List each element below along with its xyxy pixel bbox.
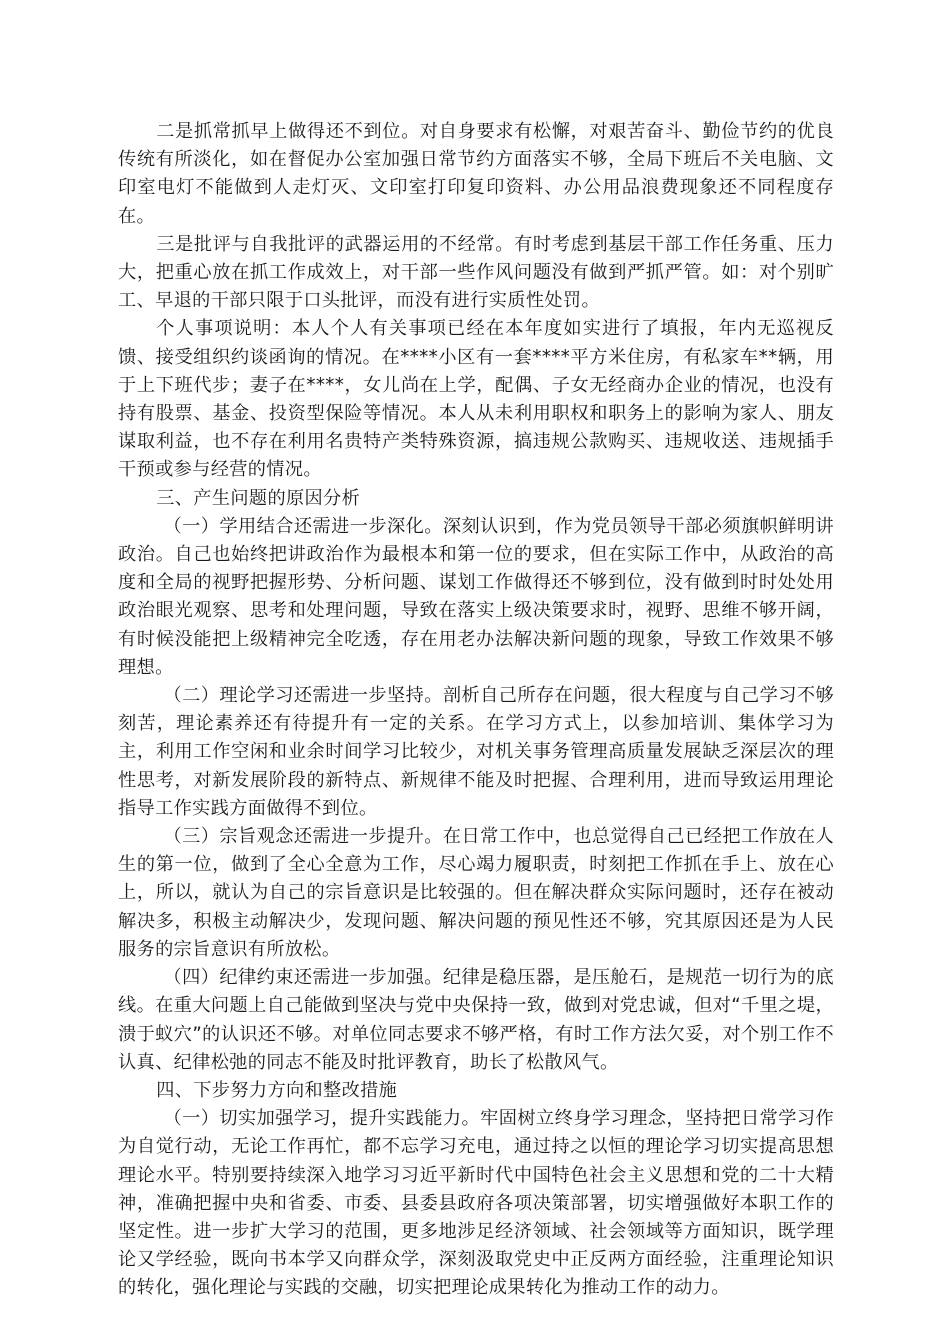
paragraph-criticism: 三是批评与自我批评的武器运用的不经常。有时考虑到基层干部工作任务重、压力大，把重心放在抓工作成效上，对干部一些作风问题没有做到严抓严管。如：对个别旷工、早退的干部只限于口头批评，而没有进行实质性处罚。: [118, 233, 834, 312]
cause-item-2: （二）理论学习还需进一步坚持。剖析自己所存在问题，很大程度与自己学习不够刻苦，理论素养还有待提升有一定的关系。在学习方式上，以参加培训、集体学习为主，利用工作空闲和业余时间学习比较少，对机关事务管理高质量发展缺乏深层次的理性思考，对新发展阶段的新特点、新规律不能及时把握、合理利用，进而导致运用理论指导工作实践方面做得不到位。: [118, 685, 834, 819]
paragraph-frugality: 二是抓常抓早上做得还不到位。对自身要求有松懈，对艰苦奋斗、勤俭节约的优良传统有所淡化，如在督促办公室加强日常节约方面落实不够，全局下班后不关电脑、文印室电灯不能做到人走灯灭、文印室打印复印资料、办公用品浪费现象还不同程度存在。: [118, 121, 834, 227]
section-heading-causes: 三、产生问题的原因分析: [156, 487, 361, 509]
section-heading-measures: 四、下步努力方向和整改措施: [156, 1079, 398, 1101]
cause-item-3: （三）宗旨观念还需进一步提升。在日常工作中，也总觉得自己已经把工作放在人生的第一位，做到了全心全意为工作，尽心竭力履职责，时刻把工作抓在手上、放在心上，所以，就认为自己的宗旨意识是比较强的。但在解决群众实际问题时，还存在被动解决多，积极主动解决少，发现问题、解决问题的预见性还不够，究其原因还是为人民服务的宗旨意识有所放松。: [118, 826, 834, 960]
document-page: [118, 118, 834, 1303]
cause-item-4: （四）纪律约束还需进一步加强。纪律是稳压器，是压舱石，是规范一切行为的底线。在重大问题上自己能做到坚决与党中央保持一致，做到对党忠诚，但对“千里之堤，溃于蚁穴”的认识还不够。对单位同志要求不够严格，有时工作方法欠妥，对个别工作不认真、纪律松弛的同志不能及时批评教育，助长了松散风气。: [118, 967, 834, 1073]
cause-item-1: （一）学用结合还需进一步深化。深刻认识到，作为党员领导干部必须旗帜鲜明讲政治。自己也始终把讲政治作为最根本和第一位的要求，但在实际工作中，从政治的高度和全局的视野把握形势、分析问题、谋划工作做得还不够到位，没有做到时时处处用政治眼光观察、思考和处理问题，导致在落实上级决策要求时，视野、思维不够开阔，有时候没能把上级精神完全吃透，存在用老办法解决新问题的现象，导致工作效果不够理想。: [118, 515, 834, 678]
paragraph-personal-matters: 个人事项说明：本人个人有关事项已经在本年度如实进行了填报，年内无巡视反馈、接受组织约谈函询的情况。在****小区有一套****平方米住房，有私家车**辆，用于上下班代步；妻子在****，女儿尚在上学，配偶、子女无经商办企业的情况，也没有持有股票、基金、投资型保险等情况。本人从未利用职权和职务上的影响为家人、朋友谋取利益，也不存在利用名贵特产类特殊资源，搞违规公款购买、违规收送、违规插手干预或参与经营的情况。: [118, 318, 834, 481]
measure-item-1: （一）切实加强学习，提升实践能力。牢固树立终身学习理念，坚持把日常学习作为自觉行动，无论工作再忙，都不忘学习充电，通过持之以恒的理论学习切实提高思想理论水平。特别要持续深入地学习习近平新时代中国特色社会主义思想和党的二十大精神，准确把握中央和省委、市委、县委县政府各项决策部署，切实增强做好本职工作的坚定性。进一步扩大学习的范围，更多地涉足经济领域、社会领域等方面知识，既学理论又学经验，既向书本学又向群众学，深刻汲取党史中正反两方面经验，注重理论知识的转化，强化理论与实践的交融，切实把理论成果转化为推动工作的动力。: [118, 1108, 834, 1299]
